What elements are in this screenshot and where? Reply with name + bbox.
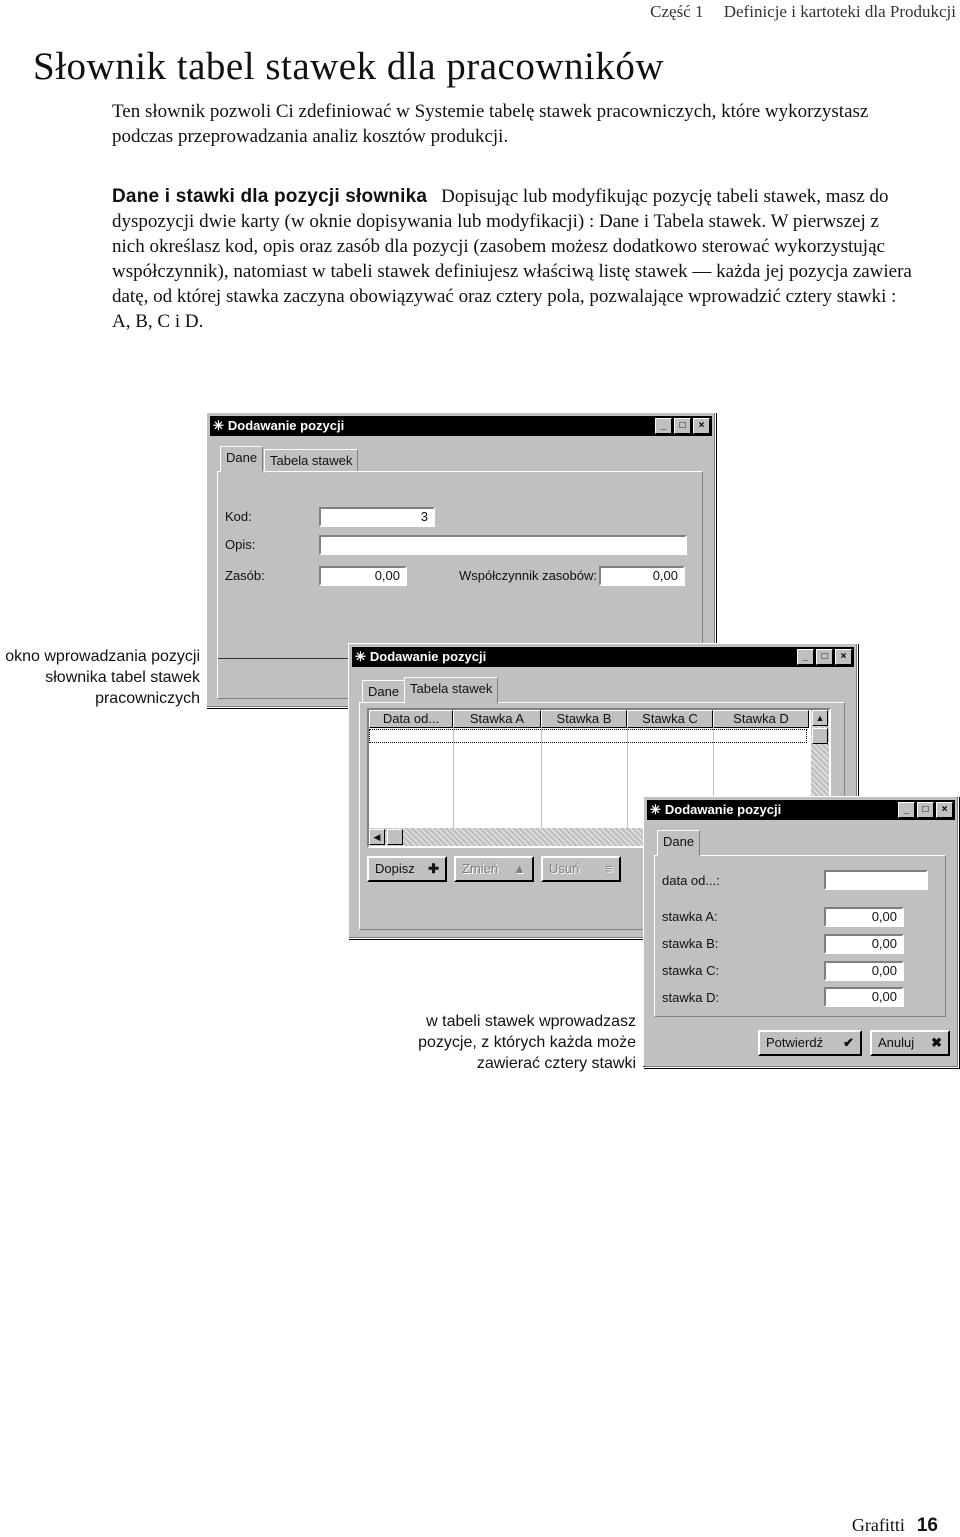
zasob-label: Zasób:	[225, 568, 265, 583]
scroll-thumb[interactable]	[812, 728, 828, 744]
caption-table-leader	[643, 1066, 645, 1067]
minimize-icon[interactable]: _	[655, 418, 672, 434]
caption-window: okno wprowadzania pozycji słownika tabel stawek pracowniczych	[5, 648, 200, 707]
add-button[interactable]	[367, 856, 447, 882]
tab-dane[interactable]: Dane	[220, 446, 263, 473]
footer-brand: Grafitti	[851, 1515, 905, 1535]
maximize-icon[interactable]: □	[674, 418, 691, 434]
window1-title: Dodawanie pozycji	[227, 418, 345, 433]
tab-dane[interactable]: Dane	[657, 830, 700, 857]
tab-tabela-stawek[interactable]: Tabela stawek	[404, 677, 498, 704]
date-field[interactable]	[824, 870, 928, 890]
delete-button[interactable]	[541, 856, 621, 882]
tab-dane[interactable]: Dane	[362, 680, 405, 704]
grid-line	[627, 728, 628, 828]
opis-field[interactable]	[319, 535, 687, 555]
stawka-c-label: stawka C:	[662, 963, 720, 978]
scroll-left-icon[interactable]: ◀	[369, 829, 385, 845]
confirm-button-label: Potwierdź	[766, 1035, 824, 1050]
column-header-stawka-d[interactable]: Stawka D	[713, 710, 809, 728]
grid-line	[453, 728, 454, 828]
maximize-icon[interactable]: □	[816, 649, 833, 665]
opis-label: Opis:	[225, 537, 256, 552]
stawka-d-field[interactable]: 0,00	[824, 987, 904, 1007]
grid-line	[541, 728, 542, 828]
running-header	[650, 2, 956, 22]
edit-button[interactable]	[454, 856, 534, 882]
cancel-button[interactable]	[870, 1030, 950, 1056]
confirm-button[interactable]	[758, 1030, 862, 1056]
cancel-button-label: Anuluj	[878, 1035, 915, 1050]
column-header-stawka-b[interactable]: Stawka B	[541, 710, 627, 728]
minimize-icon[interactable]: _	[797, 649, 814, 665]
intro-paragraph: Ten słownik pozwoli Ci zdefiniować w Systemie tabelę stawek pracowniczych, które wykorzystasz podczas przeprowadzania analiz kosztów produkcji.	[112, 101, 869, 147]
wspolczynnik-label: Współczynnik zasobów:	[459, 568, 597, 583]
zasob-field[interactable]: 0,00	[319, 566, 407, 586]
window3-title: Dodawanie pozycji	[664, 802, 782, 817]
app-icon: ✳	[213, 418, 224, 433]
column-header-data-od[interactable]: Data od...	[369, 710, 453, 728]
cross-icon: ✖	[931, 1035, 942, 1050]
close-icon[interactable]: ×	[693, 418, 710, 434]
window-stawka	[643, 796, 959, 1068]
date-label: data od...:	[662, 873, 720, 888]
selected-row[interactable]	[369, 729, 807, 743]
edit-button-label: Zmień	[462, 861, 499, 876]
stawka-b-field[interactable]: 0,00	[824, 934, 904, 954]
lines-icon: ≡	[605, 861, 613, 876]
column-header-stawka-a[interactable]: Stawka A	[453, 710, 541, 728]
window3-titlebar	[647, 800, 955, 820]
scroll-thumb[interactable]	[387, 829, 403, 845]
scroll-up-icon[interactable]: ▲	[812, 710, 828, 726]
window2-title: Dodawanie pozycji	[369, 649, 487, 664]
wspolczynnik-field[interactable]: 0,00	[599, 566, 685, 586]
stawka-d-label: stawka D:	[662, 990, 720, 1005]
window1-titlebar	[210, 416, 712, 436]
kod-label: Kod:	[225, 509, 252, 524]
delete-button-label: Usuń	[549, 861, 580, 876]
plus-icon: ✚	[428, 861, 439, 876]
minimize-icon[interactable]: _	[898, 802, 915, 818]
tab-tabela-stawek[interactable]: Tabela stawek	[264, 449, 358, 473]
window2-titlebar	[352, 647, 854, 667]
header-section: Definicje i kartoteki dla Produkcji	[723, 2, 956, 21]
close-icon[interactable]: ×	[936, 802, 953, 818]
app-icon: ✳	[355, 649, 366, 664]
close-icon[interactable]: ×	[835, 649, 852, 665]
caption-window-leader	[218, 658, 348, 659]
stawka-a-label: stawka A:	[662, 909, 718, 924]
triangle-icon: ▲	[513, 861, 526, 876]
maximize-icon[interactable]: □	[917, 802, 934, 818]
app-icon: ✳	[650, 802, 661, 817]
stawka-b-label: stawka B:	[662, 936, 719, 951]
page-title: Słownik tabel stawek dla pracowników	[33, 45, 665, 88]
checkmark-icon: ✔	[843, 1035, 854, 1050]
header-part: Część 1	[650, 2, 704, 21]
paragraph-text: Dopisując lub modyfikując pozycję tabeli stawek, masz do dyspozycji dwie karty (w oknie dopisywania lub modyfikacji) : Dane i Tabela stawek. W pierwszej z nich określasz kod, opis oraz zasób dla pozycji (zasobem możesz dodatkowo sterować wykorzystując współczynnik), natomiast w tabeli stawek definiujesz właściwą listę stawek — każda jej pozycja zawiera datę, od której stawka zaczyna obowiązywać oraz cztery pola, pozwalające wprowadzić cztery stawki : A, B, C i D.	[112, 186, 912, 332]
paragraph-lead: Dane i stawki dla pozycji słownika	[112, 186, 428, 207]
kod-field[interactable]: 3	[319, 507, 435, 527]
page-number: 16	[916, 1515, 938, 1536]
column-header-stawka-c[interactable]: Stawka C	[627, 710, 713, 728]
add-button-label: Dopisz	[375, 861, 415, 876]
caption-table: w tabeli stawek wprowadzasz pozycje, z których każda może zawierać cztery stawki	[418, 1013, 636, 1072]
stawka-a-field[interactable]: 0,00	[824, 907, 904, 927]
body-paragraph	[112, 184, 912, 334]
page-footer	[852, 1515, 938, 1537]
stawka-c-field[interactable]: 0,00	[824, 961, 904, 981]
